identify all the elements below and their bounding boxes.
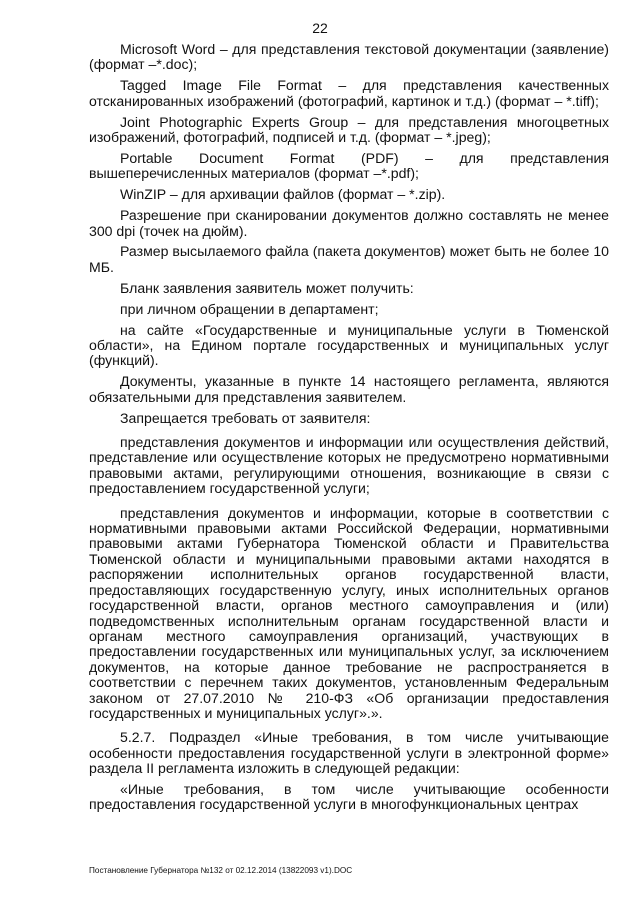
paragraph-prohibited-actions: представления документов и информации или осуществления действий, представление или осуществление которых не предусмотрено нормативными правовыми актами, регулирующими отношения, возникающие в связи с предоставлением государственной услуги;: [89, 434, 609, 497]
paragraph-scan-resolution: Разрешение при сканировании документов должно составлять не менее 300 dpi (точек на дюйм).: [89, 207, 609, 239]
paragraph-in-person: при личном обращении в департамент;: [120, 300, 379, 317]
paragraph-prohibited-documents: представления документов и информации, которые в соответствии с нормативными правовыми актами Российской Федерации, нормативными правовыми актами Губернатора Тюменской области и Правительства Тюменской области и муниципальными правовыми актами находятся в распоряжении исполнительных органов государственной власти, предоставляющих государственную услугу, иных исполнительных органов государственной власти, органов местного самоуправления и (или) подведомственных исполнительным органам государственной власти и органам местного самоуправления организаций, участвующих в предоставлении государственных или муниципальных услуг, за исключением документов, на которые данное требование не распространяется в соответствии с перечнем таких документов, установленным Федеральным законом от 27.07.2010 № 210-ФЗ «Об организации предоставления государственных и муниципальных услуг».».: [89, 504, 609, 721]
paragraph-website: на сайте «Государственные и муниципальные услуги в Тюменской области», на Едином портале государственных и муниципальных услуг (функций).: [89, 321, 609, 369]
paragraph-other-requirements: «Иные требования, в том числе учитывающие особенности предоставления государственной услуги в многофункциональных центрах: [89, 781, 609, 813]
paragraph-format-jpeg: Joint Photographic Experts Group – для представления многоцветных изображений, фотографий, подписей и т.д. (формат – *.jpeg);: [89, 113, 609, 146]
paragraph-prohibited: Запрещается требовать от заявителя:: [120, 409, 371, 426]
paragraph-required-documents: Документы, указанные в пункте 14 настоящего регламента, являются обязательными для представления заявителем.: [89, 373, 609, 405]
paragraph-subsection-527: 5.2.7. Подраздел «Иные требования, в том числе учитывающие особенности предоставления государственной услуги в электронной форме» раздела II регламента изложить в следующей редакции:: [89, 729, 609, 777]
paragraph-form-obtain: Бланк заявления заявитель может получить:: [120, 279, 414, 296]
document-footer: Постановление Губернатора №132 от 02.12.2014 (13822093 v1).DOC: [89, 866, 353, 875]
document-body: [89, 42, 609, 818]
paragraph-file-size: Размер высылаемого файла (пакета документов) может быть не более 10 МБ.: [89, 243, 609, 275]
paragraph-format-doc: Microsoft Word – для представления текстовой документации (заявление) (формат –*.doc);: [89, 41, 609, 73]
paragraph-format-pdf: Portable Document Format (PDF) – для представления вышеперечисленных материалов (формат –*.pdf);: [89, 149, 609, 182]
page-number: 22: [312, 20, 328, 36]
paragraph-format-zip: WinZIP – для архивации файлов (формат – *.zip).: [120, 186, 446, 203]
paragraph-format-tiff: Tagged Image File Format – для представления качественных отсканированных изображений (фотографий, картинок и т.д.) (формат – *.tiff);: [89, 77, 609, 109]
